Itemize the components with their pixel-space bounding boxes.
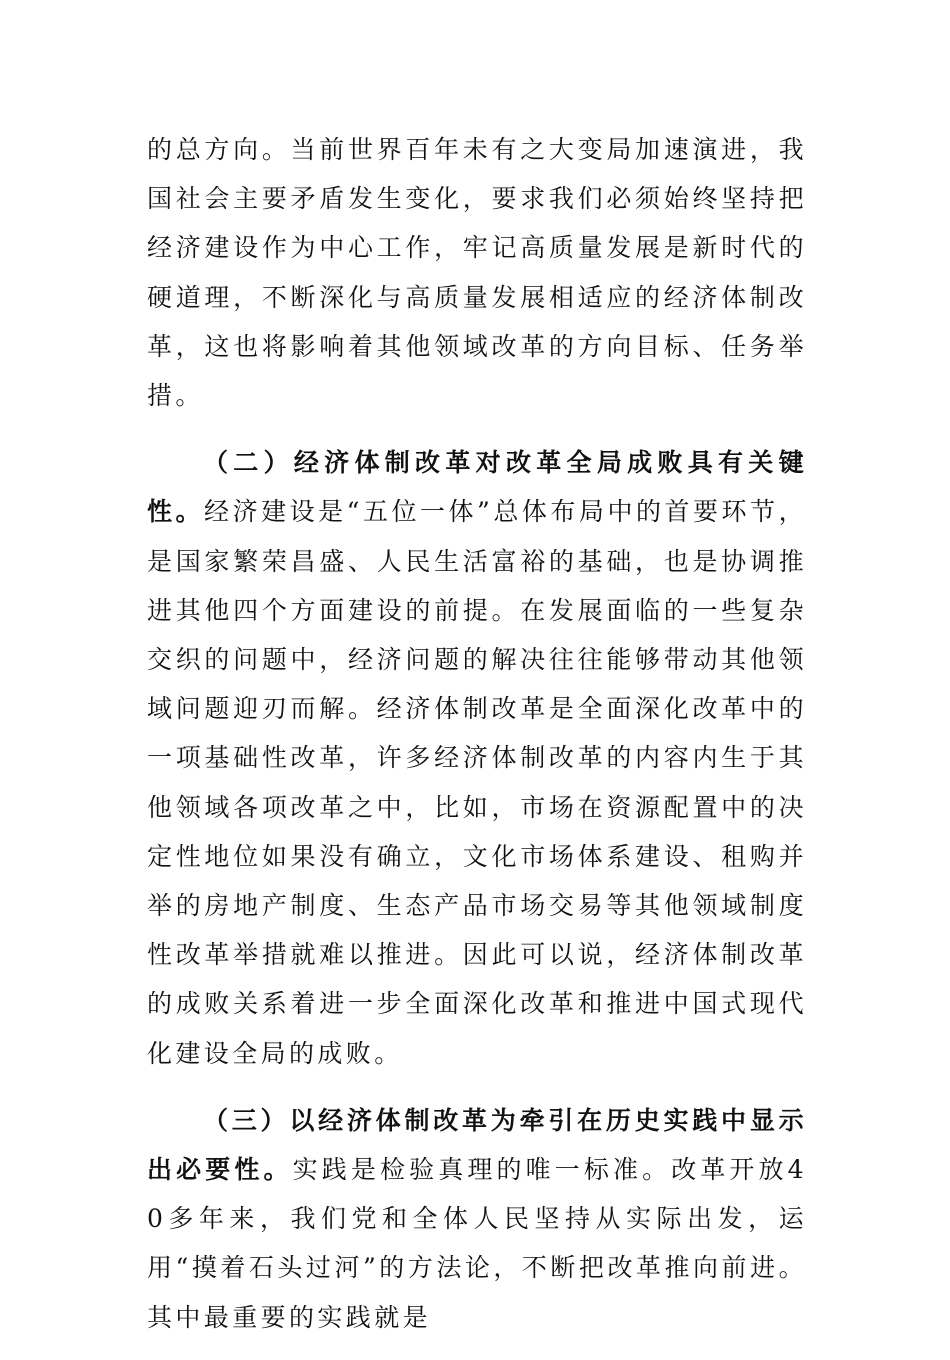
paragraph-3: [147, 1096, 807, 1342]
paragraph-2-text: 经济建设是“五位一体”总体布局中的首要环节，是国家繁荣昌盛、人民生活富裕的基础，也是协调推进其他四个方面建设的前提。在发展面临的一些复杂交织的问题中，经济问题的解决往往能够带动其他领域问题迎刃而解。经济体制改革是全面深化改革中的一项基础性改革，许多经济体制改革的内容内生于其他领域各项改革之中，比如，市场在资源配置中的决定性地位如果没有确立，文化市场体系建设、租购并举的房地产制度、生态产品市场交易等其他领域制度性改革举措就难以推进。因此可以说，经济体制改革的成败关系着进一步全面深化改革和推进中国式现代化建设全局的成败。: [147, 497, 807, 1068]
paragraph-1-text: 的总方向。当前世界百年未有之大变局加速演进，我国社会主要矛盾发生变化，要求我们必须始终坚持把经济建设作为中心工作，牢记高质量发展是新时代的硬道理，不断深化与高质量发展相适应的经济体制改革，这也将影响着其他领域改革的方向目标、任务举措。: [147, 135, 807, 411]
paragraph-3-text: 实践是检验真理的唯一标准。改革开放40多年来，我们党和全体人民坚持从实际出发，运用“摸着石头过河”的方法论，不断把改革推向前进。其中最重要的实践就是: [147, 1155, 807, 1332]
paragraph-1: [147, 125, 807, 420]
document-page: [147, 125, 807, 1360]
section-heading-3: （三）以经济体制改革为牵引在历史实践中显示出必要性。: [147, 1105, 807, 1185]
section-heading-2: （二）经济体制改革对改革全局成败具有关键性。: [147, 448, 807, 527]
paragraph-2: [147, 438, 807, 1078]
